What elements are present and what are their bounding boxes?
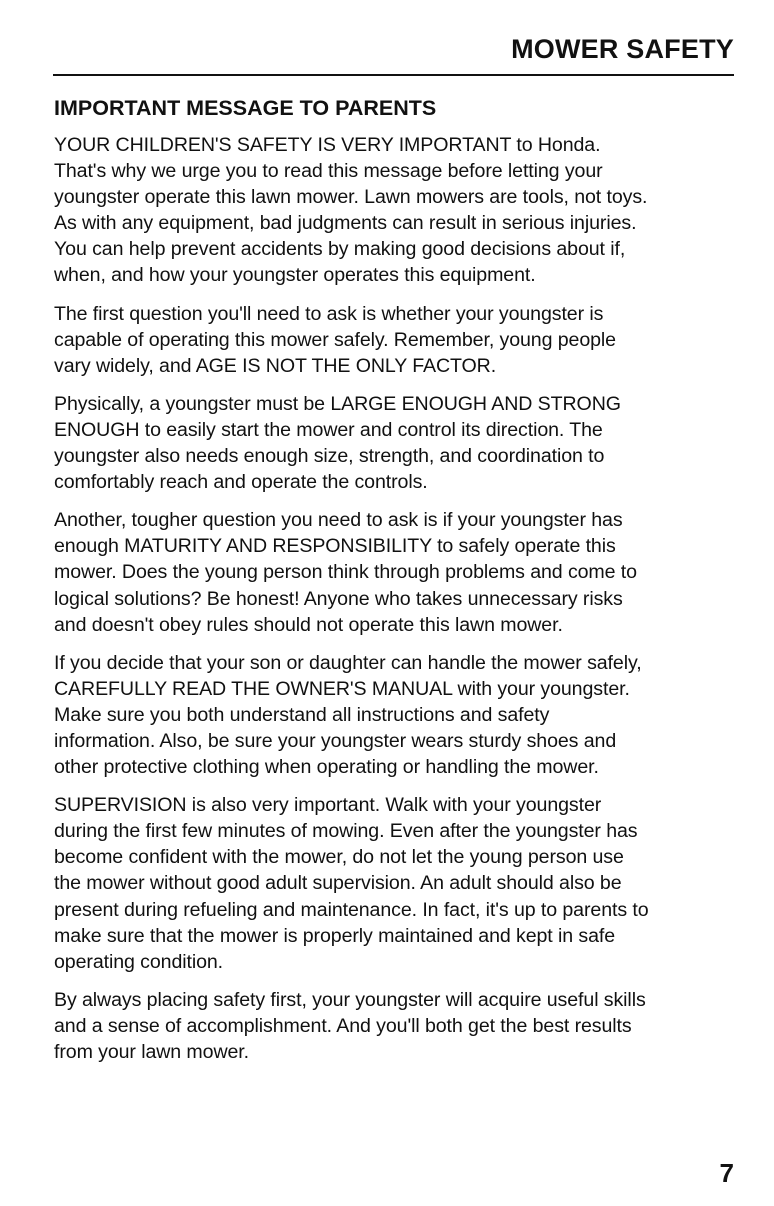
paragraph <box>54 650 739 780</box>
section-header <box>53 30 734 76</box>
message-body <box>54 132 739 1065</box>
paragraph <box>54 507 739 637</box>
text-line: comfortably reach and operate the controls. <box>54 471 428 494</box>
text-line: youngster also needs enough size, strength, and coordination to <box>54 445 605 468</box>
text-line: become confident with the mower, do not let the young person use <box>54 846 624 869</box>
text-line: ENOUGH to easily start the mower and control its direction. The <box>54 418 603 441</box>
text-line: Physically, a youngster must be LARGE ENOUGH AND STRONG <box>54 392 621 415</box>
text-line: enough MATURITY AND RESPONSIBILITY to safely operate this <box>54 535 616 558</box>
text-line: other protective clothing when operating or handling the mower. <box>54 756 599 779</box>
text-line: present during refueling and maintenance. In fact, it's up to parents to <box>54 898 649 921</box>
text-line: By always placing safety first, your youngster will acquire useful skills <box>54 988 646 1011</box>
text-line: and a sense of accomplishment. And you'll both get the best results <box>54 1014 632 1037</box>
text-line: You can help prevent accidents by making good decisions about if, <box>54 238 626 261</box>
text-line: operating condition. <box>54 950 224 973</box>
text-line: and doesn't obey rules should not operate this lawn mower. <box>54 613 563 636</box>
text-line: If you decide that your son or daughter can handle the mower safely, <box>54 651 642 674</box>
text-line: make sure that the mower is properly maintained and kept in safe <box>54 924 616 947</box>
text-line: YOUR CHILDREN'S SAFETY IS VERY IMPORTANT to Honda. <box>54 134 601 156</box>
text-line: when, and how your youngster operates this equipment. <box>54 264 536 287</box>
text-line: mower. Does the young person think through problems and come to <box>54 561 637 584</box>
text-line: the mower without good adult supervision. An adult should also be <box>54 872 622 895</box>
text-line: information. Also, be sure your youngster wears sturdy shoes and <box>54 729 617 752</box>
message-title: IMPORTANT MESSAGE TO PARENTS <box>54 96 437 120</box>
paragraph <box>54 132 739 289</box>
text-line: CAREFULLY READ THE OWNER'S MANUAL with your youngster. <box>54 677 630 700</box>
paragraph <box>54 792 739 975</box>
text-line: Another, tougher question you need to ask is if your youngster has <box>54 509 623 532</box>
text-line: As with any equipment, bad judgments can result in serious injuries. <box>54 212 637 235</box>
text-line: capable of operating this mower safely. Remember, young people <box>54 328 616 351</box>
text-line: during the first few minutes of mowing. Even after the youngster has <box>54 820 638 843</box>
text-line: Make sure you both understand all instructions and safety <box>54 703 550 726</box>
section-title: MOWER SAFETY <box>511 34 734 64</box>
paragraph <box>54 301 739 379</box>
page-number: 7 <box>719 1158 734 1188</box>
text-line: That's why we urge you to read this message before letting your <box>54 160 603 183</box>
text-line: logical solutions? Be honest! Anyone who takes unnecessary risks <box>54 587 623 610</box>
text-line: SUPERVISION is also very important. Walk with your youngster <box>54 794 602 817</box>
paragraph <box>54 987 739 1065</box>
text-line: from your lawn mower. <box>54 1041 249 1063</box>
text-line: youngster operate this lawn mower. Lawn mowers are tools, not toys. <box>54 186 648 209</box>
text-line: vary widely, and AGE IS NOT THE ONLY FACTOR. <box>54 354 497 377</box>
text-line: The first question you'll need to ask is whether your youngster is <box>54 302 604 325</box>
parent-message <box>54 95 739 1077</box>
paragraph <box>54 391 739 495</box>
